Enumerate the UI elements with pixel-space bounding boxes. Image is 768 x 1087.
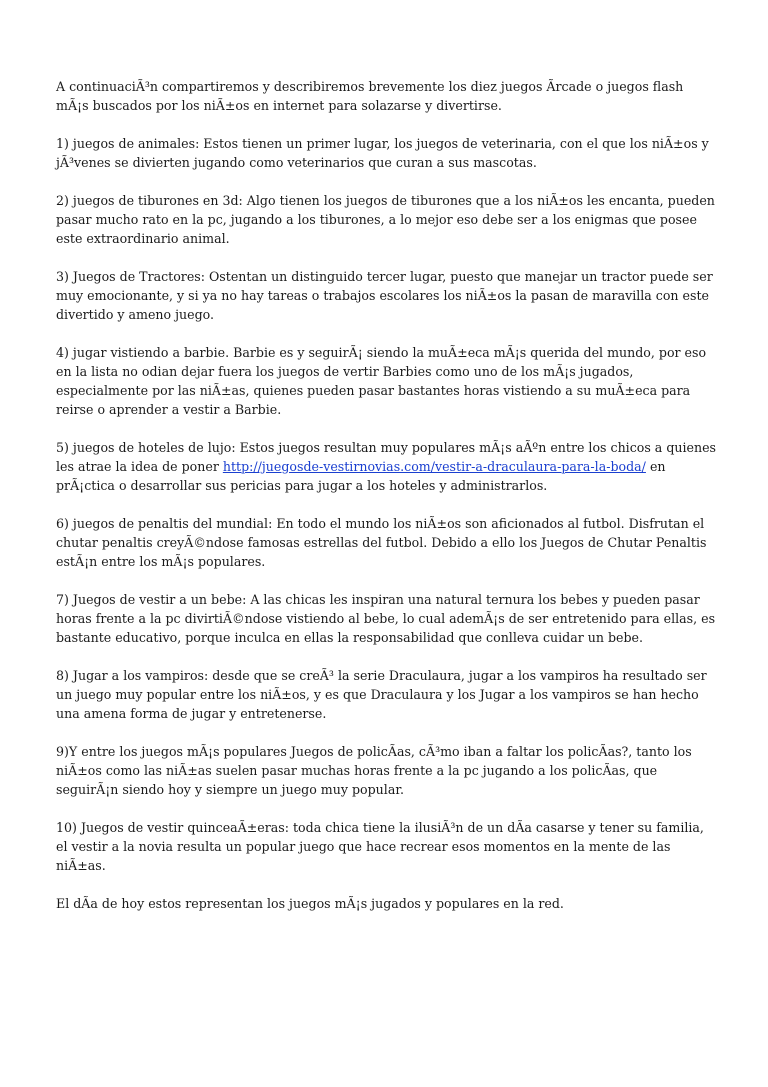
hotel-games-link[interactable]: http://juegosde-vestirnovias.com/vestir-a-draculaura-para-la-boda/ [222,459,646,474]
closing-paragraph: El dÃa de hoy estos representan los juegos mÃ¡s jugados y populares en la red. [56,896,564,911]
list-item: 1) juegos de animales: Estos tienen un primer lugar, los juegos de veterinaria, con el que los niÃ±os y jÃ³venes se divierten jugando como veterinarios que curan a sus mascotas. [56,136,709,170]
list-item: 8) Jugar a los vampiros: desde que se creÃ³ la serie Draculaura, jugar a los vampiros ha resultado ser un juego muy popular entre los niÃ±os, y es que Draculaura y los Jugar a los vampiros se han hecho una amena forma de jugar y entretenerse. [56,668,707,721]
item-text: en prÃ¡ctica o desarrollar sus pericias para jugar a los hoteles y administrarlos. [56,459,666,493]
list-item: 9)Y entre los juegos mÃ¡s populares Juegos de policÃas, cÃ³mo iban a faltar los policÃas?, tanto los niÃ±os como las niÃ±as suelen pasar muchas horas frente a la pc jugando a los policÃas, que seguirÃ¡n siendo hoy y siempre un juego muy popular. [56,744,692,797]
item-text: 5) juegos de hoteles de lujo: Estos juegos resultan muy populares mÃ¡s aÃºn entre los chicos a quienes les atrae la idea de poner [56,440,716,474]
list-item: 2) juegos de tiburones en 3d: Algo tienen los juegos de tiburones que a los niÃ±os les encanta, pueden pasar mucho rato en la pc, jugando a los tiburones, a lo mejor eso debe ser a los enigmas que posee este extraordinario animal. [56,193,715,246]
list-item: 4) jugar vistiendo a barbie. Barbie es y seguirÃ¡ siendo la muÃ±eca mÃ¡s querida del mundo, por eso en la lista no odian dejar fuera los juegos de vertir Barbies como uno de los mÃ¡s jugados, especialmente por las niÃ±as, quienes pueden pasar bastantes horas vistiendo a su muÃ±eca para reirse o aprender a vestir a Barbie. [56,345,707,417]
intro-paragraph: A continuaciÃ³n compartiremos y describiremos brevemente los diez juegos Ãrcade o juegos flash mÃ¡s buscados por los niÃ±os en internet para solazarse y divertirse. [56,79,684,113]
document-page [56,77,716,932]
list-item: 7) Juegos de vestir a un bebe: A las chicas les inspiran una natural ternura los bebes y pueden pasar horas frente a la pc divirtiÃ©ndose vistiendo al bebe, lo cual ademÃ¡s de ser entretenido para ellas, es bastante educativo, porque inculca en ellas la responsabilidad que conlleva cuidar un bebe. [56,592,716,645]
list-item: 6) juegos de penaltis del mundial: En todo el mundo los niÃ±os son aficionados al futbol. Disfrutan el chutar penaltis creyÃ©ndose famosas estrellas del futbol. Debido a ello los Juegos de Chutar Penaltis estÃ¡n entre los mÃ¡s populares. [56,516,707,569]
list-item: 10) Juegos de vestir quinceaÃ±eras: toda chica tiene la ilusiÃ³n de un dÃa casarse y tener su familia, el vestir a la novia resulta un popular juego que hace recrear esos momentos en la mente de las niÃ±as. [56,820,704,873]
list-item: 3) Juegos de Tractores: Ostentan un distinguido tercer lugar, puesto que manejar un tractor puede ser muy emocionante, y si ya no hay tareas o trabajos escolares los niÃ±os la pasan de maravilla con este divertido y ameno juego. [56,269,713,322]
list-item [56,438,716,495]
